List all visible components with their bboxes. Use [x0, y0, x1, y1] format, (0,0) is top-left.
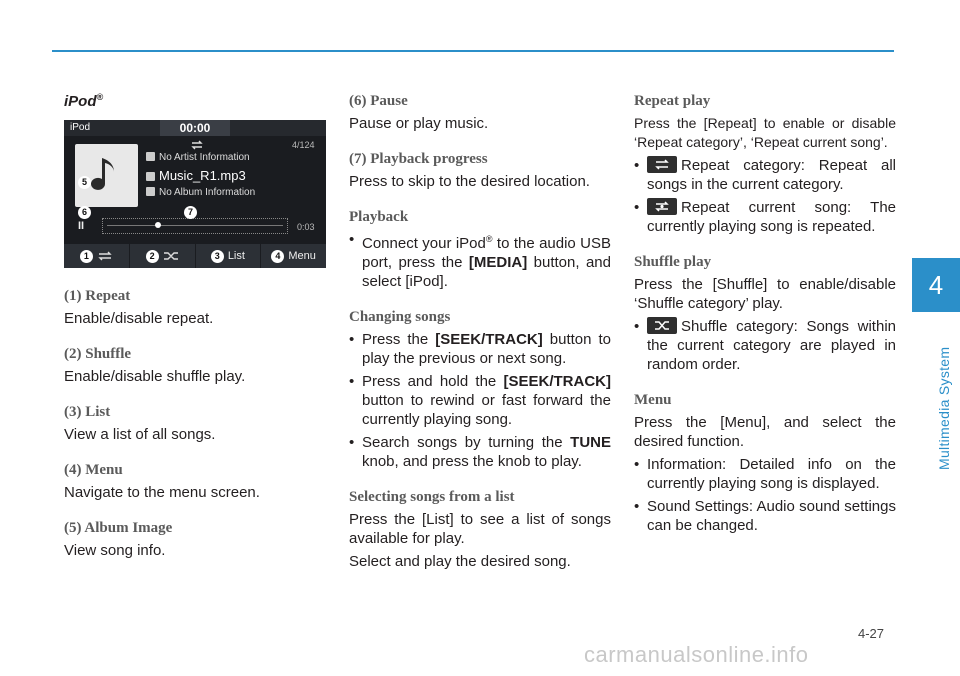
pause-heading: (6) Pause — [349, 93, 408, 109]
list-item: • Press and hold the [SEEK/TRACK] button to rewind or fast forward the currently playing song. — [349, 372, 611, 429]
repeat-text: Enable/disable repeat. — [64, 310, 214, 327]
artist-row: No Artist Information — [146, 152, 250, 163]
playback-heading: Playback — [349, 209, 409, 225]
top-rule — [52, 50, 894, 52]
list-item: • Sound Settings: Audio sound settings can be changed. — [634, 497, 896, 535]
badge-4: 4 — [271, 250, 284, 263]
menu-section-heading: Menu — [634, 392, 672, 408]
shuffle-button[interactable] — [130, 244, 196, 268]
repeat-play-intro: Press the [Repeat] to enable or disable ‘Repeat category’, ‘Repeat current song’. — [634, 115, 896, 150]
repeat-top-icon — [190, 140, 204, 150]
clock: 00:00 — [160, 120, 230, 136]
list-label: List — [227, 250, 245, 262]
list-item: • Repeat category: Repeat all songs in the current category. — [634, 156, 896, 194]
list-item: • Shuffle category: Songs within the current category are played in random order. — [634, 317, 896, 374]
chapter-title: Multimedia System — [936, 346, 952, 470]
artist-icon — [146, 152, 155, 161]
progress-knob[interactable] — [155, 222, 161, 228]
menu-text: Navigate to the menu screen. — [64, 484, 260, 501]
shuffle-heading: (2) Shuffle — [64, 346, 132, 362]
menu-section-intro: Press the [Menu], and select the desired function. — [634, 414, 896, 450]
album-row: No Album Information — [146, 187, 255, 198]
album-image-heading: (5) Album Image — [64, 520, 173, 536]
repeat-play-heading: Repeat play — [634, 93, 711, 109]
ipod-screenshot — [64, 120, 326, 268]
list-button[interactable] — [196, 244, 262, 268]
progress-heading: (7) Playback progress — [349, 151, 488, 167]
menu-label: Menu — [288, 250, 316, 262]
repeat-category-icon — [647, 156, 677, 173]
column-1 — [64, 92, 326, 564]
repeat-button[interactable] — [64, 244, 130, 268]
album-icon — [146, 187, 155, 196]
shuffle-play-intro: Press the [Shuffle] to enable/disable ‘Shuffle category’ play. — [634, 276, 896, 312]
page-number: 4-27 — [858, 626, 885, 641]
source-label: iPod — [70, 122, 91, 133]
changing-songs-list — [349, 330, 611, 471]
shuffle-category-icon — [647, 317, 677, 334]
chapter-tab — [912, 258, 960, 312]
elapsed-time: 0:03 — [297, 222, 315, 232]
selecting-heading: Selecting songs from a list — [349, 489, 515, 505]
menu-section-list — [634, 455, 896, 535]
progress-bar[interactable] — [102, 218, 288, 234]
repeat-song-icon — [647, 198, 677, 215]
repeat-heading: (1) Repeat — [64, 288, 131, 304]
shuffle-play-heading: Shuffle play — [634, 254, 712, 270]
button-row — [64, 244, 326, 268]
list-item: • Connect your iPod® to the audio USB port, press the [MEDIA] button, and select [iPod]. — [349, 230, 611, 291]
menu-button[interactable] — [261, 244, 326, 268]
shuffle-play-list — [634, 317, 896, 374]
badge-6: 6 — [78, 206, 91, 219]
selecting-text-1: Press the [List] to see a list of songs available for play. — [349, 511, 611, 547]
menu-heading: (4) Menu — [64, 462, 123, 478]
pause-text: Pause or play music. — [349, 115, 489, 132]
selecting-text-2: Select and play the desired song. — [349, 553, 571, 570]
column-2 — [349, 92, 611, 575]
badge-2: 2 — [146, 250, 159, 263]
repeat-play-list — [634, 156, 896, 236]
changing-songs-heading: Changing songs — [349, 309, 451, 325]
song-row: Music_R1.mp3 — [146, 168, 246, 183]
pause-button[interactable]: II — [78, 220, 85, 232]
song-icon — [146, 172, 155, 181]
badge-3: 3 — [211, 250, 224, 263]
list-item: • Repeat current song: The currently playing song is repeated. — [634, 198, 896, 236]
chapter-number: 4 — [928, 270, 944, 300]
shuffle-text: Enable/disable shuffle play. — [64, 368, 246, 385]
list-item: • Information: Detailed info on the currently playing song is displayed. — [634, 455, 896, 493]
shuffle-icon — [163, 251, 179, 261]
watermark: carmanualsonline.info — [584, 642, 809, 667]
track-count: 4/124 — [292, 140, 315, 150]
ipod-heading: iPod® — [64, 92, 104, 110]
list-text: View a list of all songs. — [64, 426, 216, 443]
list-heading: (3) List — [64, 404, 111, 420]
repeat-icon — [97, 251, 113, 261]
badge-1: 1 — [80, 250, 93, 263]
progress-text: Press to skip to the desired location. — [349, 173, 590, 190]
badge-7: 7 — [184, 206, 197, 219]
list-item: • Search songs by turning the TUNE knob, and press the knob to play. — [349, 433, 611, 471]
badge-5: 5 — [78, 176, 91, 189]
album-image-text: View song info. — [64, 542, 166, 559]
list-item: • Press the [SEEK/TRACK] button to play the previous or next song. — [349, 330, 611, 368]
progress-track — [107, 225, 283, 226]
column-3 — [634, 92, 896, 539]
playback-list — [349, 230, 611, 291]
